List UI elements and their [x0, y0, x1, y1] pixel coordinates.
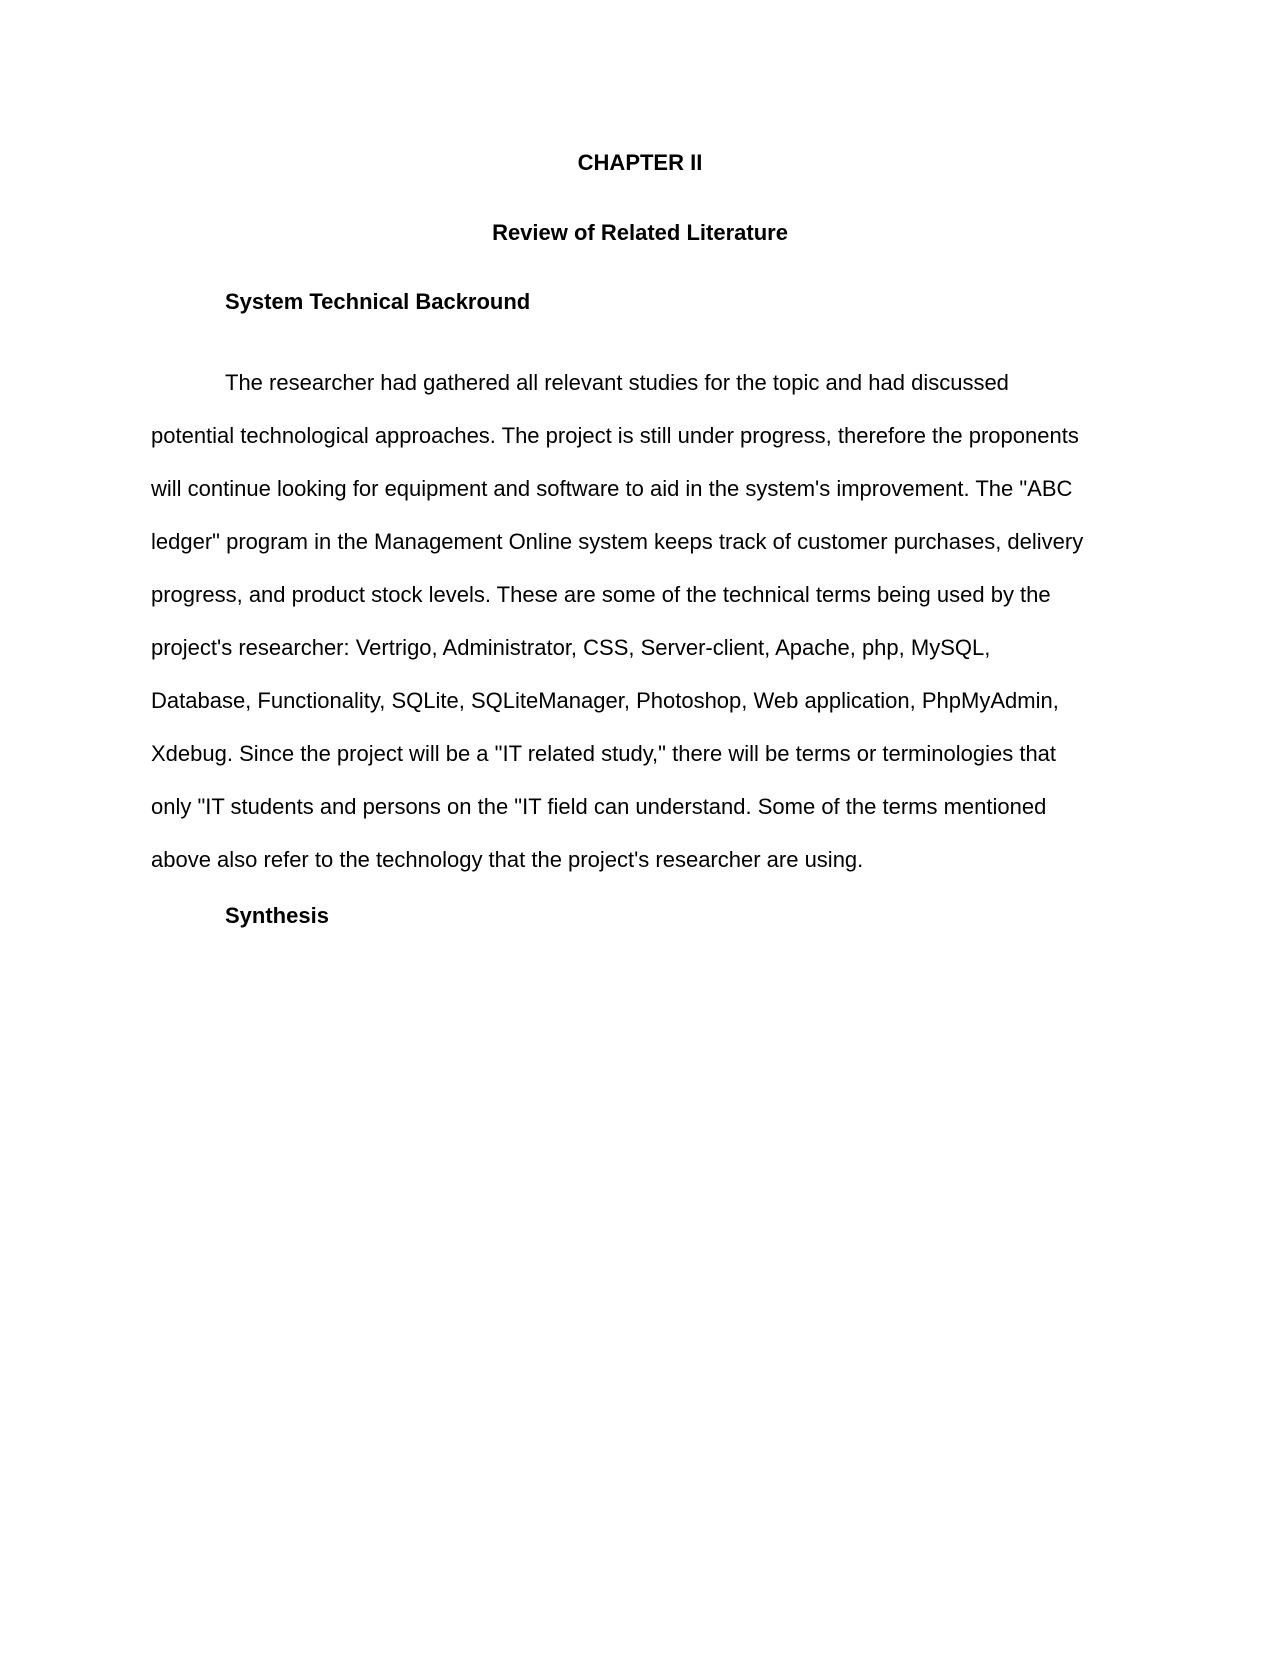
paragraph-line: Xdebug. Since the project will be a "IT related study," there will be terms or terminologies that — [151, 741, 1057, 766]
paragraph-line: project's researcher: Vertrigo, Administrator, CSS, Server-client, Apache, php, MySQL, — [151, 635, 991, 660]
paragraph-line: potential technological approaches. The project is still under progress, therefore the proponents — [151, 423, 1079, 448]
subheading-synthesis: Synthesis — [225, 903, 329, 928]
paragraph-line: above also refer to the technology that the project's researcher are using. — [151, 847, 864, 872]
subheading-system-technical-background: System Technical Backround — [225, 289, 531, 314]
paragraph-line: progress, and product stock levels. These are some of the technical terms being used by the — [151, 582, 1051, 607]
section-title: Review of Related Literature — [492, 220, 788, 245]
paragraph-line: only "IT students and persons on the "IT field can understand. Some of the terms mentioned — [151, 794, 1047, 819]
paragraph-line: The researcher had gathered all relevant studies for the topic and had discussed — [225, 370, 1009, 395]
paragraph-line: will continue looking for equipment and software to aid in the system's improvement. The "ABC — [151, 476, 1073, 501]
paragraph-line: Database, Functionality, SQLite, SQLiteManager, Photoshop, Web application, PhpMyAdmin, — [151, 688, 1059, 713]
body-paragraph — [151, 356, 1131, 886]
chapter-title: CHAPTER II — [577, 150, 703, 175]
paragraph-line: ledger" program in the Management Online system keeps track of customer purchases, delivery — [151, 529, 1084, 554]
